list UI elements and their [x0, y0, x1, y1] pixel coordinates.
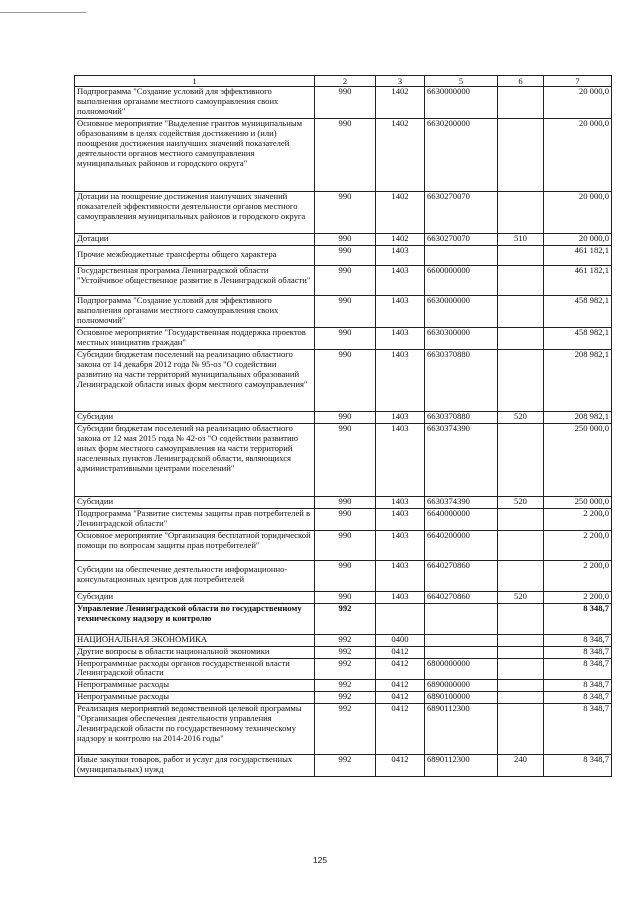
- col6-cell: [498, 245, 544, 265]
- table-row: [75, 634, 612, 646]
- col3-cell: 1403: [376, 530, 425, 560]
- col3-cell: 1403: [376, 295, 425, 327]
- col6-cell: 520: [498, 411, 544, 423]
- col7-cell: 461 182,1: [544, 245, 612, 265]
- col2-cell: 990: [315, 349, 376, 411]
- col7-cell: 8 348,7: [544, 692, 612, 704]
- col2-cell: 992: [315, 692, 376, 704]
- col7-cell: 8 348,7: [544, 658, 612, 680]
- col3-cell: [376, 603, 425, 634]
- table-row: [75, 755, 612, 777]
- table-header-row: [75, 76, 612, 87]
- table-row: [75, 327, 612, 349]
- col5-cell: 6630374390: [425, 496, 498, 508]
- col7-cell: 8 348,7: [544, 755, 612, 777]
- col2-cell: 990: [315, 508, 376, 530]
- col3-cell: 0412: [376, 680, 425, 692]
- row-name-cell: НАЦИОНАЛЬНАЯ ЭКОНОМИКА: [75, 634, 315, 646]
- col2-cell: 990: [315, 327, 376, 349]
- col7-cell: 20 000,0: [544, 118, 612, 191]
- col6-cell: [498, 327, 544, 349]
- col2-cell: 990: [315, 496, 376, 508]
- col3-cell: 1403: [376, 327, 425, 349]
- col5-cell: 6640270860: [425, 560, 498, 591]
- col5-cell: 6630374390: [425, 423, 498, 496]
- col5-cell: 6630270070: [425, 233, 498, 245]
- col5-cell: 6640270860: [425, 591, 498, 603]
- col5-cell: 6630370880: [425, 411, 498, 423]
- col7-cell: 20 000,0: [544, 87, 612, 119]
- col5-cell: 6890000000: [425, 680, 498, 692]
- row-name-cell: Субсидии: [75, 496, 315, 508]
- col7-cell: 458 982,1: [544, 295, 612, 327]
- col2-cell: 990: [315, 591, 376, 603]
- row-name-cell: Государственная программа Ленинградской области "Устойчивое общественное развитие в Ленинградской области": [75, 265, 315, 295]
- col2-cell: 990: [315, 118, 376, 191]
- col3-cell: 0412: [376, 646, 425, 658]
- col7-cell: 8 348,7: [544, 704, 612, 755]
- col3-cell: 1403: [376, 423, 425, 496]
- table-row: [75, 560, 612, 591]
- row-name-cell: Прочие межбюджетные трансферты общего характера: [75, 245, 315, 265]
- table-row: [75, 508, 612, 530]
- col2-cell: 990: [315, 295, 376, 327]
- col6-cell: [498, 704, 544, 755]
- col3-cell: 0400: [376, 634, 425, 646]
- table-row: [75, 658, 612, 680]
- col3-cell: 1402: [376, 233, 425, 245]
- row-name-cell: Подпрограмма "Создание условий для эффективного выполнения органами местного самоуправления своих полномочий": [75, 295, 315, 327]
- col7-cell: 2 200,0: [544, 591, 612, 603]
- col6-cell: [498, 646, 544, 658]
- col7-cell: 2 200,0: [544, 508, 612, 530]
- col5-cell: 6890100000: [425, 692, 498, 704]
- col3-cell: 1403: [376, 411, 425, 423]
- col7-cell: 8 348,7: [544, 634, 612, 646]
- col2-cell: 992: [315, 646, 376, 658]
- table-row: [75, 265, 612, 295]
- col6-cell: [498, 603, 544, 634]
- row-name-cell: Субсидии на обеспечение деятельности информационно-консультационных центров для потребителей: [75, 560, 315, 591]
- row-name-cell: Основное мероприятие "Организация бесплатной юридической помощи по вопросам защиты прав потребителей": [75, 530, 315, 560]
- col5-cell: 6890112300: [425, 755, 498, 777]
- row-name-cell: Основное мероприятие "Государственная поддержка проектов местных инициатив граждан": [75, 327, 315, 349]
- row-name-cell: Иные закупки товаров, работ и услуг для государственных (муниципальных) нужд: [75, 755, 315, 777]
- row-name-cell: Управление Ленинградской области по государственному техническому надзору и контролю: [75, 603, 315, 634]
- col7-cell: 458 982,1: [544, 327, 612, 349]
- row-name-cell: Реализация мероприятий ведомственной целевой программы "Организация обеспечения деятельности управления Ленинградской области по государственному техническому надзору и контролю на 2014-2016 годы": [75, 704, 315, 755]
- table-body: [75, 87, 612, 777]
- col7-cell: 20 000,0: [544, 233, 612, 245]
- col3-cell: 1402: [376, 118, 425, 191]
- col2-cell: 990: [315, 87, 376, 119]
- col7-cell: 2 200,0: [544, 560, 612, 591]
- col6-cell: [498, 658, 544, 680]
- col6-cell: [498, 680, 544, 692]
- header-col-5: 5: [425, 76, 498, 87]
- row-name-cell: Подпрограмма "Создание условий для эффективного выполнения органами местного самоуправления своих полномочий": [75, 87, 315, 119]
- col3-cell: 0412: [376, 755, 425, 777]
- col3-cell: 1403: [376, 265, 425, 295]
- col5-cell: 6630000000: [425, 87, 498, 119]
- col6-cell: [498, 508, 544, 530]
- header-col-1: 1: [75, 76, 315, 87]
- header-col-3: 3: [376, 76, 425, 87]
- table-row: [75, 646, 612, 658]
- col2-cell: 992: [315, 704, 376, 755]
- col7-cell: 20 000,0: [544, 191, 612, 233]
- col3-cell: 0412: [376, 658, 425, 680]
- table-row: [75, 704, 612, 755]
- col7-cell: 250 000,0: [544, 423, 612, 496]
- table-row: [75, 245, 612, 265]
- col6-cell: [498, 265, 544, 295]
- table-row: [75, 233, 612, 245]
- col2-cell: 992: [315, 680, 376, 692]
- table-row: [75, 680, 612, 692]
- col3-cell: 1402: [376, 87, 425, 119]
- table-row: [75, 349, 612, 411]
- col3-cell: 1403: [376, 508, 425, 530]
- col7-cell: 8 348,7: [544, 646, 612, 658]
- row-name-cell: Непрограммные расходы органов государственной власти Ленинградской области: [75, 658, 315, 680]
- col5-cell: [425, 634, 498, 646]
- row-name-cell: Дотации: [75, 233, 315, 245]
- table-row: [75, 496, 612, 508]
- header-col-2: 2: [315, 76, 376, 87]
- col3-cell: 1403: [376, 560, 425, 591]
- col6-cell: 510: [498, 233, 544, 245]
- col6-cell: [498, 560, 544, 591]
- scan-top-mark: [0, 12, 86, 13]
- col5-cell: 6890112300: [425, 704, 498, 755]
- col2-cell: 990: [315, 245, 376, 265]
- col6-cell: [498, 634, 544, 646]
- col5-cell: 6640200000: [425, 530, 498, 560]
- col2-cell: 992: [315, 634, 376, 646]
- col5-cell: [425, 245, 498, 265]
- col3-cell: 1403: [376, 591, 425, 603]
- table-row: [75, 118, 612, 191]
- col3-cell: 1402: [376, 191, 425, 233]
- col5-cell: 6630370880: [425, 349, 498, 411]
- col2-cell: 992: [315, 658, 376, 680]
- col6-cell: [498, 530, 544, 560]
- col3-cell: 1403: [376, 349, 425, 411]
- col7-cell: 208 982,1: [544, 411, 612, 423]
- row-name-cell: Субсидии бюджетам поселений на реализацию областного закона от 14 декабря 2012 года № 95-оз "О содействии развитию на части территорий муниципальных образований Ленинградской области иных форм местного самоуправления": [75, 349, 315, 411]
- row-name-cell: Субсидии: [75, 591, 315, 603]
- col6-cell: 240: [498, 755, 544, 777]
- col7-cell: 250 000,0: [544, 496, 612, 508]
- col2-cell: 990: [315, 530, 376, 560]
- header-col-7: 7: [544, 76, 612, 87]
- col6-cell: [498, 692, 544, 704]
- table-row: [75, 87, 612, 119]
- col2-cell: 992: [315, 755, 376, 777]
- col2-cell: 992: [315, 603, 376, 634]
- table-row: [75, 423, 612, 496]
- col5-cell: 6630300000: [425, 327, 498, 349]
- page-number: 125: [312, 855, 328, 865]
- col5-cell: 6800000000: [425, 658, 498, 680]
- col6-cell: [498, 118, 544, 191]
- col5-cell: 6600000000: [425, 265, 498, 295]
- header-col-6: 6: [498, 76, 544, 87]
- col6-cell: [498, 423, 544, 496]
- col5-cell: [425, 646, 498, 658]
- table-row: [75, 530, 612, 560]
- col3-cell: 1403: [376, 496, 425, 508]
- col3-cell: 1403: [376, 245, 425, 265]
- col7-cell: 208 982,1: [544, 349, 612, 411]
- col2-cell: 990: [315, 423, 376, 496]
- col5-cell: 6630270070: [425, 191, 498, 233]
- col5-cell: 6630000000: [425, 295, 498, 327]
- col7-cell: 2 200,0: [544, 530, 612, 560]
- row-name-cell: Основное мероприятие "Выделение грантов муниципальным образованиям в целях содействия достижению и (или) поощрения достижения наилучших значений показателей деятельности органов местного самоуправления муниципальных районов и городского округа": [75, 118, 315, 191]
- row-name-cell: Дотации на поощрение достижения наилучших значений показателей эффективности деятельности органов местного самоуправления муниципальных районов и городского округа: [75, 191, 315, 233]
- col6-cell: 520: [498, 496, 544, 508]
- table-row: [75, 191, 612, 233]
- row-name-cell: Другие вопросы в области национальной экономики: [75, 646, 315, 658]
- budget-table: [74, 75, 612, 777]
- table-row: [75, 591, 612, 603]
- row-name-cell: Субсидии бюджетам поселений на реализацию областного закона от 12 мая 2015 года № 42-оз "О содействии развитию иных форм местного самоуправления на части территорий населенных пунктов Ленинградской области, являющихся административными центрами поселений": [75, 423, 315, 496]
- col2-cell: 990: [315, 411, 376, 423]
- row-name-cell: Подпрограмма "Развитие системы защиты прав потребителей в Ленинградской области": [75, 508, 315, 530]
- row-name-cell: Непрограммные расходы: [75, 680, 315, 692]
- table-row: [75, 603, 612, 634]
- col2-cell: 990: [315, 265, 376, 295]
- table-row: [75, 411, 612, 423]
- col6-cell: [498, 191, 544, 233]
- row-name-cell: Непрограммные расходы: [75, 692, 315, 704]
- col6-cell: [498, 295, 544, 327]
- col6-cell: 520: [498, 591, 544, 603]
- col2-cell: 990: [315, 191, 376, 233]
- table-row: [75, 692, 612, 704]
- col2-cell: 990: [315, 233, 376, 245]
- col3-cell: 0412: [376, 692, 425, 704]
- col7-cell: 461 182,1: [544, 265, 612, 295]
- col7-cell: 8 348,7: [544, 680, 612, 692]
- col6-cell: [498, 87, 544, 119]
- col3-cell: 0412: [376, 704, 425, 755]
- col5-cell: [425, 603, 498, 634]
- col7-cell: 8 348,7: [544, 603, 612, 634]
- col6-cell: [498, 349, 544, 411]
- row-name-cell: Субсидии: [75, 411, 315, 423]
- col2-cell: 990: [315, 560, 376, 591]
- col5-cell: 6630200000: [425, 118, 498, 191]
- table-row: [75, 295, 612, 327]
- col5-cell: 6640000000: [425, 508, 498, 530]
